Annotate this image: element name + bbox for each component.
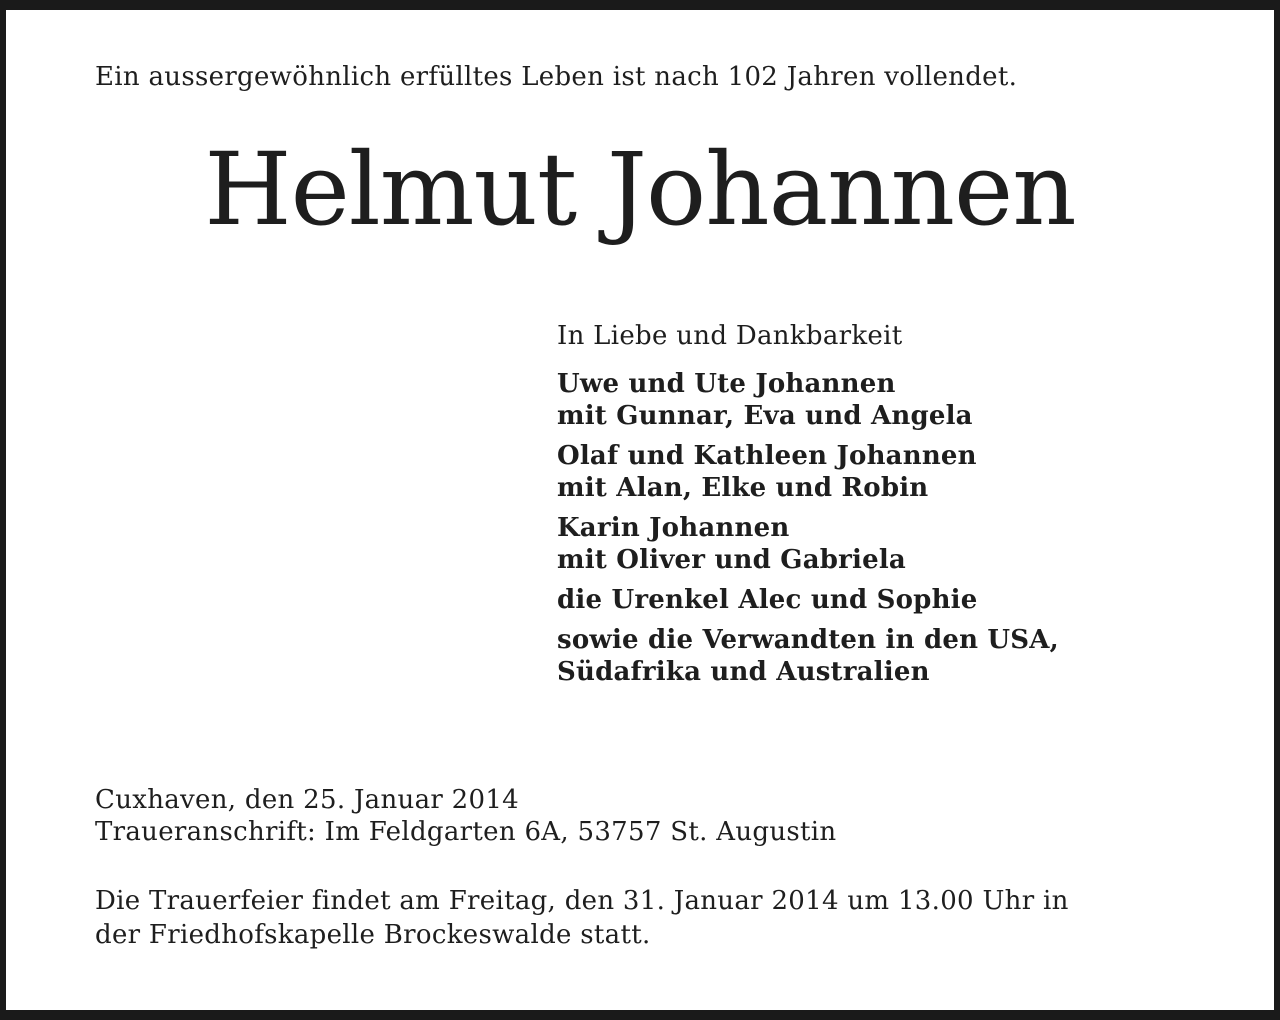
family-line: mit Alan, Elke und Robin [557,473,929,503]
family-group [557,368,1059,432]
family-line: Südafrika und Australien [557,657,930,687]
ceremony-info [95,884,1069,952]
family-group [557,440,1059,504]
family-line: mit Oliver und Gabriela [557,545,906,575]
family-line: mit Gunnar, Eva und Angela [557,401,973,431]
deceased-name: Helmut Johannen [204,131,1076,248]
family-group [557,584,1059,616]
place-and-address [95,784,836,848]
family-group [557,624,1059,688]
family-list [557,368,1059,696]
mourning-address: Traueranschrift: Im Feldgarten 6A, 53757 St. Augustin [95,817,837,847]
family-line: sowie die Verwandten in den USA, [557,625,1059,655]
family-line: Olaf und Kathleen Johannen [557,441,977,471]
family-line: Karin Johannen [557,513,790,543]
family-line: die Urenkel Alec und Sophie [557,585,978,615]
ceremony-line: der Friedhofskapelle Brockeswalde statt. [95,920,651,950]
family-group [557,512,1059,576]
place-date: Cuxhaven, den 25. Januar 2014 [95,785,520,815]
dedication-text: In Liebe und Dankbarkeit [557,321,903,351]
ceremony-line: Die Trauerfeier findet am Freitag, den 31. Januar 2014 um 13.00 Uhr in [95,886,1069,916]
family-line: Uwe und Ute Johannen [557,369,896,399]
intro-text: Ein aussergewöhnlich erfülltes Leben ist nach 102 Jahren vollendet. [95,62,1018,92]
